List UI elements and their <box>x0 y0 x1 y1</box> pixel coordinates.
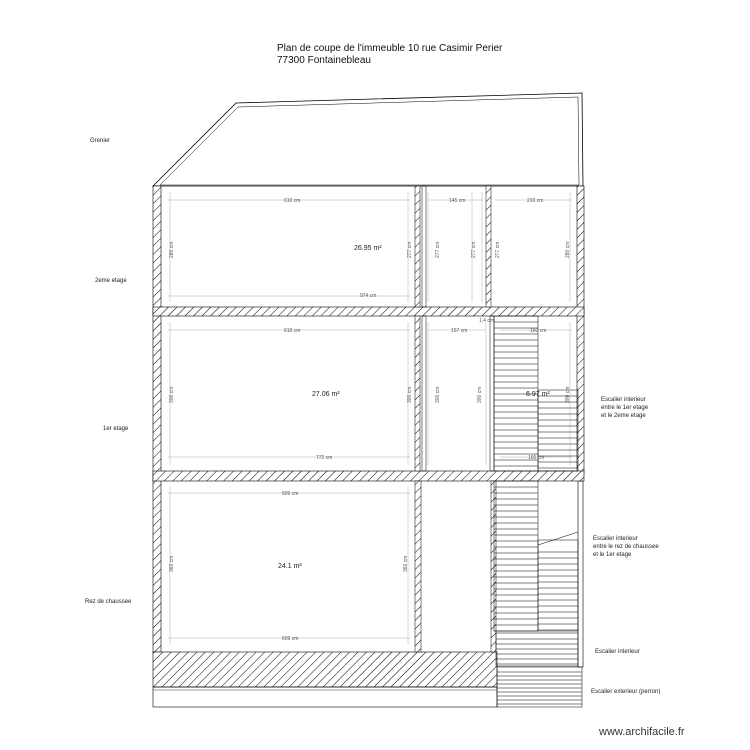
level-label-rdc: Rez de chaussee <box>85 599 132 605</box>
dim-e1-bottom-b: 160 cm <box>528 455 545 461</box>
dim-e2-bottom: 974 cm <box>360 293 377 299</box>
plan-title-line1: Plan de coupe de l'immeuble 10 rue Casimir Perier <box>277 43 503 54</box>
dim-rdc-h-right: 360 cm <box>403 555 409 572</box>
partition-2nd-c <box>486 186 491 307</box>
level-label-grenier: Grenier <box>90 138 111 144</box>
dim-e1-top-a: 610 cm <box>284 328 301 334</box>
area-etage1-main: 27.06 m² <box>312 391 340 398</box>
stair-exterior <box>497 667 582 707</box>
dim-e1-h-mid1: 300 cm <box>407 386 413 403</box>
annotation-stair-interior: Escalier interieur <box>595 649 640 655</box>
left-wall <box>153 186 161 652</box>
dim-e2-h-left: 280 cm <box>169 241 175 258</box>
dim-e2-top-b: 145 cm <box>449 198 466 204</box>
dim-e1-small: 1,4 cm <box>479 318 495 324</box>
dim-e2-h-mid2: 277 cm <box>435 241 441 258</box>
partition-1st-b <box>422 316 426 471</box>
area-rdc-main: 24.1 m² <box>278 563 302 570</box>
stair-rdc-1 <box>494 481 578 631</box>
partition-1st-c <box>490 316 494 471</box>
watermark: www.archifacile.fr <box>599 726 685 738</box>
foundation <box>153 652 497 687</box>
dim-e2-top-a: 610 cm <box>284 198 301 204</box>
dim-e1-top-b: 157 cm <box>451 328 468 334</box>
annotation-stair-rdc-1: Escalier interieur entre le rez de chaussee et le 1er etage <box>593 536 659 558</box>
partition-2nd-a <box>415 186 420 307</box>
dim-e1-h-mid2: 300 cm <box>435 386 441 403</box>
dim-e2-h-mid3: 277 cm <box>471 241 477 258</box>
roof-outline <box>153 93 583 186</box>
partition-2nd-b <box>422 186 426 307</box>
level-label-1er: 1er etage <box>103 426 129 432</box>
partition-rdc-a <box>415 481 421 652</box>
dim-e1-h-right: 300 cm <box>565 386 571 403</box>
partition-1st-a <box>415 316 420 471</box>
annotation-stair-1-2: Escalier interieur entre le 1er etage et le 2eme etage <box>601 397 649 419</box>
dim-e1-top-c: 160 cm <box>530 328 547 334</box>
plan-title-line2: 77300 Fontainebleau <box>277 55 371 66</box>
annotation-stair-exterior: Escalier exterieur (perron) <box>591 689 661 695</box>
right-wall-lower <box>578 481 583 667</box>
slab-1st <box>153 471 584 481</box>
level-label-2eme: 2eme etage <box>95 278 127 284</box>
roof-inner <box>160 97 579 185</box>
dim-e1-h-mid3: 300 cm <box>477 386 483 403</box>
dim-rdc-top: 609 cm <box>282 491 299 497</box>
slab-2nd <box>153 307 584 316</box>
dim-rdc-h-left: 360 cm <box>169 555 175 572</box>
stair-interior <box>496 633 578 666</box>
dim-e2-h-mid4: 277 cm <box>495 241 501 258</box>
area-etage2-main: 26.95 m² <box>354 245 382 252</box>
partition-rdc-b <box>491 481 496 652</box>
dim-e2-h-mid1: 277 cm <box>407 241 413 258</box>
dim-e2-top-c: 210 cm <box>527 198 544 204</box>
dim-rdc-bottom: 609 cm <box>282 636 299 642</box>
dim-e2-h-right: 280 cm <box>565 241 571 258</box>
dim-e1-h-left: 300 cm <box>169 386 175 403</box>
dim-e1-bottom-a: 772 cm <box>316 455 333 461</box>
area-etage1-stair: 6.97 m² <box>526 391 550 398</box>
